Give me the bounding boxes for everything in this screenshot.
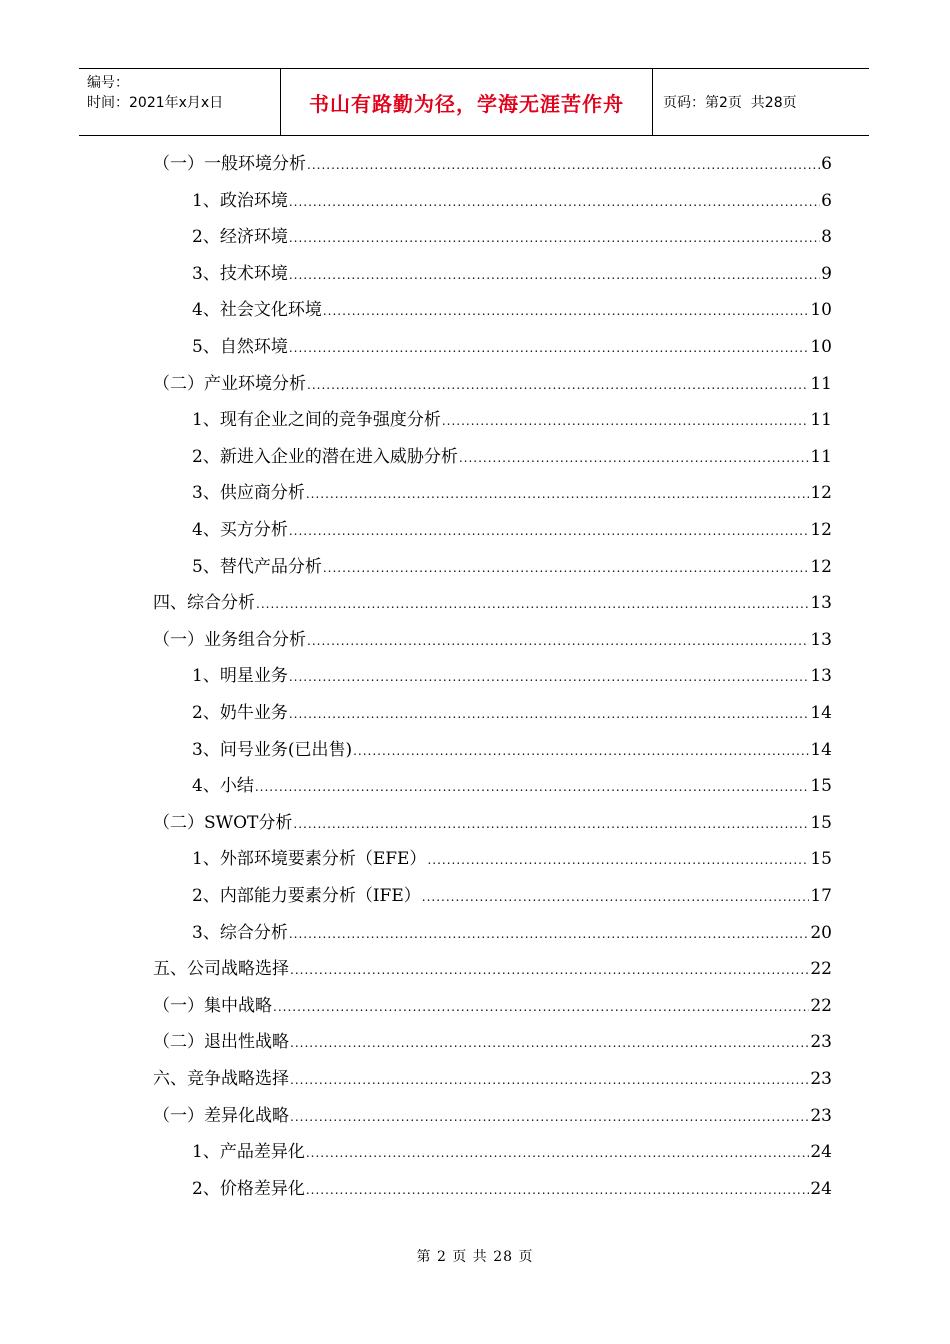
toc-leader-dots xyxy=(353,739,809,762)
toc-entry-page: 15 xyxy=(810,812,832,833)
number-label: 编号： xyxy=(87,75,129,91)
toc-entry[interactable] xyxy=(153,994,832,1018)
toc-entry-title: 1、外部环境要素分析（EFE） xyxy=(192,849,427,870)
toc-entry-title: 4、买方分析 xyxy=(192,520,288,540)
toc-entry-page: 23 xyxy=(810,1105,832,1126)
toc-entry-title: （二）退出性战略 xyxy=(153,1032,289,1053)
header-page-cell xyxy=(653,69,869,135)
toc-entry[interactable] xyxy=(192,884,832,908)
toc-entry-title: 3、技术环境 xyxy=(192,263,288,284)
toc-entry[interactable] xyxy=(153,1104,832,1128)
toc-entry-title: （二）SWOT分析 xyxy=(153,812,293,833)
toc-entry[interactable] xyxy=(192,298,832,322)
toc-leader-dots xyxy=(289,263,820,286)
toc-entry-page: 13 xyxy=(810,629,832,650)
toc-leader-dots xyxy=(307,373,809,396)
toc-entry-page: 6 xyxy=(821,190,832,211)
toc-entry[interactable] xyxy=(192,847,832,871)
toc-leader-dots xyxy=(293,812,809,835)
toc-entry[interactable] xyxy=(192,701,832,725)
toc-entry-page: 23 xyxy=(810,1069,832,1089)
toc-entry-title: 六、竞争战略选择 xyxy=(153,1069,289,1089)
toc-entry-title: 2、价格差异化 xyxy=(192,1178,305,1199)
toc-entry[interactable] xyxy=(192,1177,832,1201)
toc-leader-dots xyxy=(307,629,809,652)
toc-entry-title: 1、明星业务 xyxy=(192,666,288,687)
toc-entry-title: 1、政治环境 xyxy=(192,190,288,211)
toc-leader-dots xyxy=(306,1141,810,1164)
toc-entry-page: 15 xyxy=(810,849,832,870)
toc-entry[interactable] xyxy=(192,262,832,286)
toc-entry-title: （一）集中战略 xyxy=(153,995,272,1016)
toc-leader-dots xyxy=(273,995,809,1018)
page-footer xyxy=(0,1246,950,1266)
toc-entry-page: 22 xyxy=(810,995,832,1016)
toc-entry-page: 23 xyxy=(810,1032,832,1053)
toc-entry-title: 2、新进入企业的潜在进入威胁分析 xyxy=(192,446,458,467)
toc-entry-page: 11 xyxy=(810,446,832,467)
toc-leader-dots xyxy=(290,958,809,981)
toc-entry[interactable] xyxy=(153,957,832,981)
toc-entry-page: 22 xyxy=(810,959,832,980)
toc-entry-page: 12 xyxy=(810,520,832,540)
toc-entry[interactable] xyxy=(153,811,832,835)
toc-entry-page: 8 xyxy=(821,227,832,248)
toc-entry[interactable] xyxy=(192,555,832,579)
toc-entry-title: 1、产品差异化 xyxy=(192,1142,305,1163)
toc-entry-title: （一）一般环境分析 xyxy=(153,154,306,174)
header-motto-cell xyxy=(281,69,653,135)
toc-entry[interactable] xyxy=(192,335,832,359)
toc-leader-dots xyxy=(289,519,810,542)
toc-entry[interactable] xyxy=(153,152,832,176)
toc-leader-dots xyxy=(289,336,810,359)
toc-entry-page: 10 xyxy=(810,337,832,357)
toc-entry-title: 3、综合分析 xyxy=(192,922,288,943)
header-page-info: 页码：第2页 共28页 xyxy=(663,95,797,111)
toc-entry-page: 17 xyxy=(810,886,832,906)
footer-page-number: 第 2 页 共 28 页 xyxy=(416,1249,534,1265)
toc-entry[interactable] xyxy=(192,664,832,688)
toc-entry-page: 10 xyxy=(810,300,832,321)
toc-entry-page: 24 xyxy=(810,1142,832,1163)
toc-entry-page: 13 xyxy=(810,666,832,687)
toc-entry[interactable] xyxy=(153,372,832,396)
toc-entry[interactable] xyxy=(192,189,832,213)
toc-entry-title: 3、问号业务(已出售) xyxy=(192,739,353,760)
toc-entry-title: 4、小结 xyxy=(192,776,254,797)
toc-entry[interactable] xyxy=(192,774,832,798)
toc-entry-page: 14 xyxy=(810,739,832,760)
toc-entry-title: （二）产业环境分析 xyxy=(153,373,306,394)
toc-leader-dots xyxy=(442,409,810,432)
toc-entry-page: 24 xyxy=(810,1178,832,1199)
toc-entry-title: 五、公司战略选择 xyxy=(153,959,289,980)
toc-leader-dots xyxy=(459,446,810,469)
toc-entry-page: 9 xyxy=(821,263,832,284)
toc-entry[interactable] xyxy=(153,591,832,615)
toc-leader-dots xyxy=(323,299,810,322)
toc-leader-dots xyxy=(290,1105,809,1128)
toc-entry-title: 5、替代产品分析 xyxy=(192,556,322,577)
toc-entry[interactable] xyxy=(192,1140,832,1164)
toc-leader-dots xyxy=(306,1178,810,1201)
toc-entry-title: 2、奶牛业务 xyxy=(192,703,288,723)
toc-entry-page: 20 xyxy=(810,922,832,943)
toc-entry-title: 5、自然环境 xyxy=(192,337,288,357)
toc-entry-page: 12 xyxy=(810,556,832,577)
toc-entry-title: 四、综合分析 xyxy=(153,593,255,614)
toc-entry-title: （一）业务组合分析 xyxy=(153,629,306,650)
time-label: 时间：2021年x月x日 xyxy=(87,95,224,111)
toc-entry[interactable] xyxy=(192,445,832,469)
toc-entry-title: （一）差异化战略 xyxy=(153,1105,289,1126)
toc-entry-page: 15 xyxy=(810,776,832,797)
page-header xyxy=(79,68,869,136)
toc-entry[interactable] xyxy=(192,738,832,762)
toc-leader-dots xyxy=(256,592,809,615)
toc-leader-dots xyxy=(427,848,809,871)
toc-entry[interactable] xyxy=(192,518,832,542)
toc-leader-dots xyxy=(290,1068,809,1091)
toc-leader-dots xyxy=(289,226,820,249)
toc-entry[interactable] xyxy=(153,628,832,652)
toc-entry-title: 2、内部能力要素分析（IFE） xyxy=(192,886,421,906)
toc-leader-dots xyxy=(289,665,810,688)
toc-entry[interactable] xyxy=(192,408,832,432)
toc-entry-title: 2、经济环境 xyxy=(192,227,288,248)
toc-entry-page: 11 xyxy=(810,373,832,394)
toc-leader-dots xyxy=(289,702,810,725)
toc-entry-page: 11 xyxy=(810,410,832,431)
toc-leader-dots xyxy=(307,153,820,176)
toc-entry-title: 1、现有企业之间的竞争强度分析 xyxy=(192,410,441,431)
toc-leader-dots xyxy=(422,885,810,908)
toc-entry[interactable] xyxy=(153,1030,832,1054)
toc-leader-dots xyxy=(289,922,810,945)
toc-leader-dots xyxy=(306,482,810,505)
toc-entry[interactable] xyxy=(192,481,832,505)
toc-entry-page: 13 xyxy=(810,593,832,614)
toc-entry-page: 14 xyxy=(810,703,832,723)
toc-entry[interactable] xyxy=(192,921,832,945)
toc-entry-title: 4、社会文化环境 xyxy=(192,300,322,321)
toc-leader-dots xyxy=(290,1031,809,1054)
toc-entry-title: 3、供应商分析 xyxy=(192,483,305,504)
toc-entry[interactable] xyxy=(192,225,832,249)
toc-leader-dots xyxy=(289,190,820,213)
toc-leader-dots xyxy=(255,775,810,798)
toc-leader-dots xyxy=(323,556,810,579)
toc-entry-page: 6 xyxy=(821,154,832,174)
header-meta-cell xyxy=(79,69,281,135)
header-motto: 书山有路勤为径，学海无涯苦作舟 xyxy=(309,91,624,116)
toc-entry-page: 12 xyxy=(810,483,832,504)
toc-entry[interactable] xyxy=(153,1067,832,1091)
